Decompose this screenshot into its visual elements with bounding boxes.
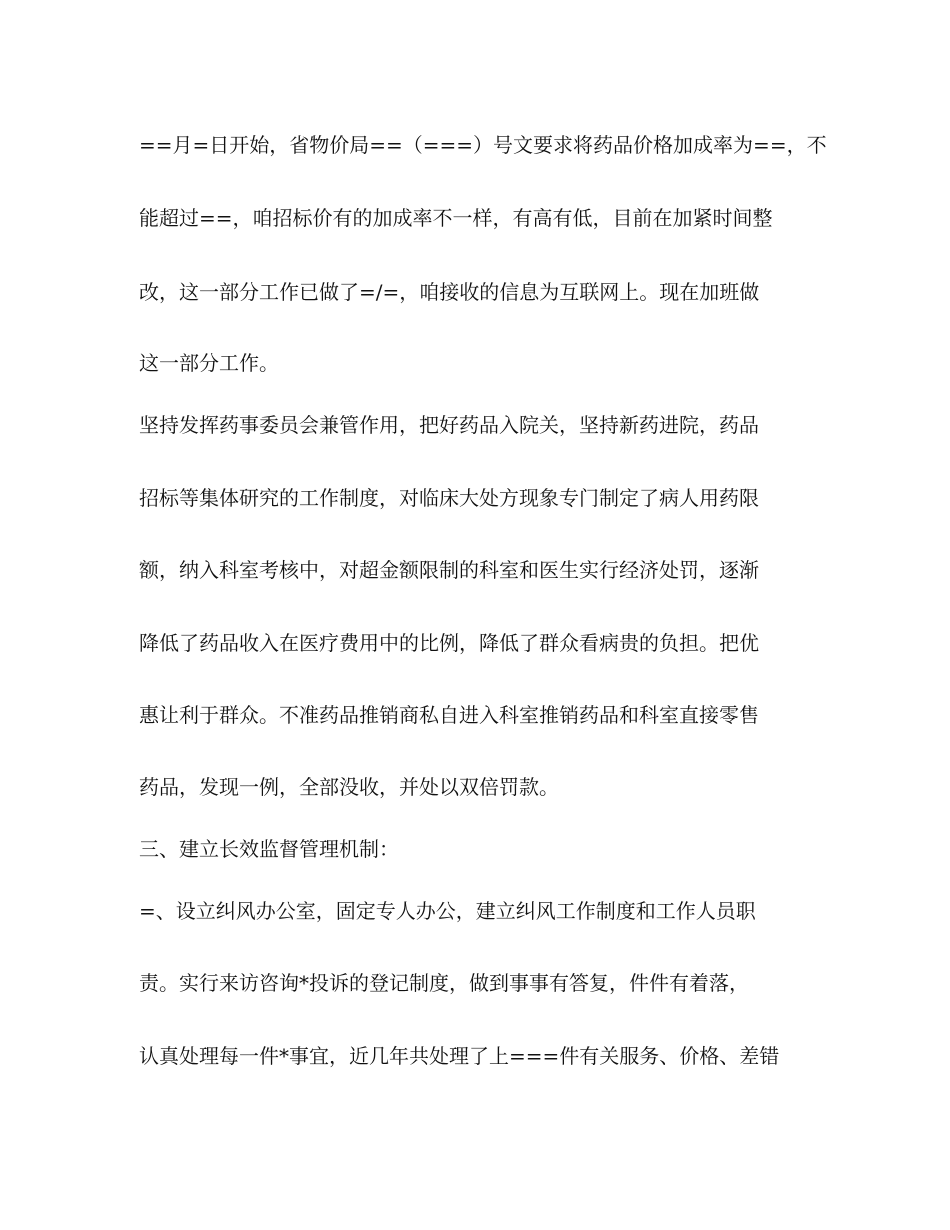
text-line: 额，纳入科室考核中，对超金额限制的科室和医生实行经济处罚，逐渐: [139, 558, 759, 582]
text-line: 责。实行来访咨询*投诉的登记制度，做到事事有答复，件件有着落，: [139, 971, 749, 995]
text-line: 认真处理每一件*事宜，近几年共处理了上===件有关服务、价格、差错: [139, 1044, 780, 1068]
text-line: 降低了药品收入在医疗费用中的比例，降低了群众看病贵的负担。把优: [139, 631, 759, 655]
text-line: 招标等集体研究的工作制度，对临床大处方现象专门制定了病人用药限: [139, 486, 759, 510]
section-heading: 三、建立长效监督管理机制：: [139, 837, 399, 861]
text-line: ==月=日开始，省物价局==（===）号文要求将药品价格加成率为==，不: [139, 133, 827, 157]
text-line: 坚持发挥药事委员会兼管作用，把好药品入院关，坚持新药进院，药品: [139, 413, 759, 437]
text-line: 能超过==，咱招标价有的加成率不一样，有高有低，目前在加紧时间整: [139, 206, 773, 230]
text-line: =、设立纠风办公室，固定专人办公，建立纠风工作制度和工作人员职: [139, 899, 756, 923]
text-line: 药品，发现一例，全部没收，并处以双倍罚款。: [139, 775, 559, 799]
text-line: 这一部分工作。: [139, 351, 279, 375]
text-line: 改，这一部分工作已做了=/=，咱接收的信息为互联网上。现在加班做: [139, 280, 760, 304]
text-line: 惠让利于群众。不准药品推销商私自进入科室推销药品和科室直接零售: [139, 703, 759, 727]
